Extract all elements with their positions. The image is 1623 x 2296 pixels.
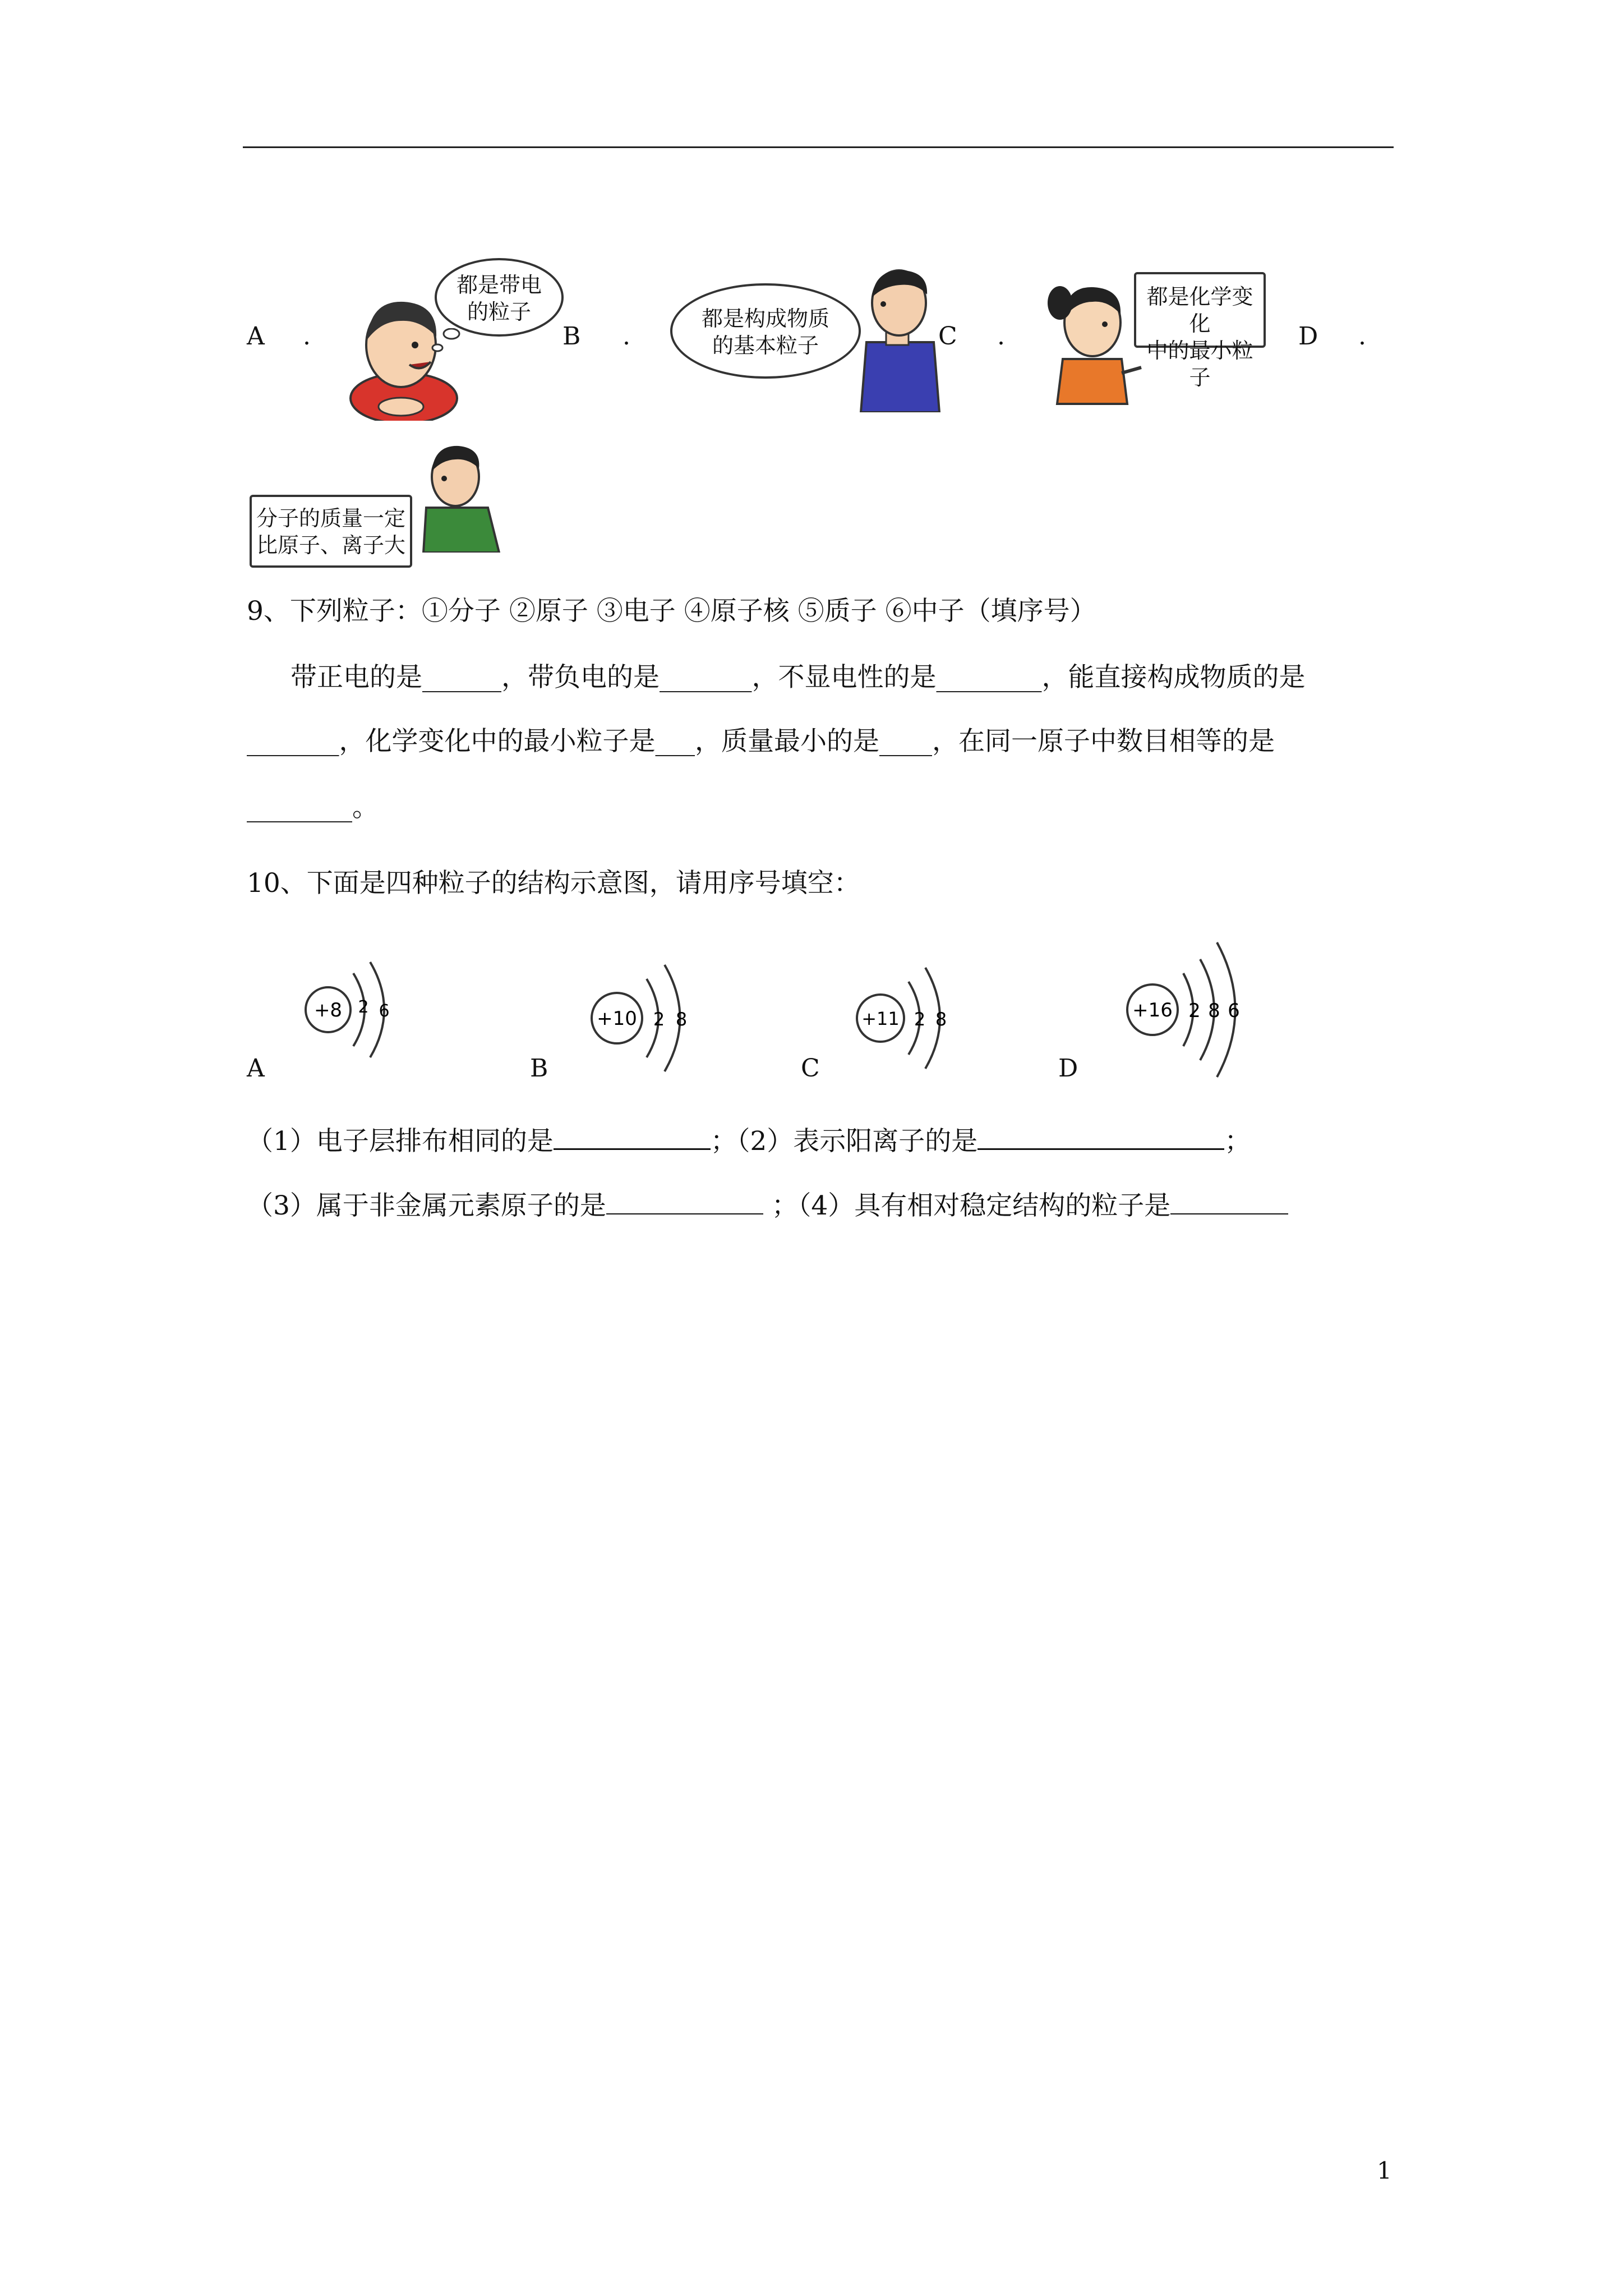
option-c-bubble-line1: 都是化学变化	[1146, 284, 1253, 336]
diagram-b-atom-structure	[586, 948, 698, 1077]
option-b-dot: .	[623, 322, 630, 351]
question-10-title: 10、下面是四种粒子的结构示意图，请用序号填空：	[247, 868, 860, 899]
option-c-dot: .	[997, 322, 1005, 351]
option-d-bubble-line1: 分子的质量一定	[256, 506, 405, 531]
sub4-text: ；（4）具有相对稳定结构的粒子是	[763, 1190, 1171, 1221]
diagram-a-label: A	[247, 1054, 265, 1083]
diagram-b-electrons-shell1: 2	[653, 1009, 665, 1030]
option-d-letter: D	[1298, 322, 1318, 351]
question-10-sub-line2	[247, 1189, 1288, 1223]
question-10-sub-line1	[247, 1125, 1251, 1158]
diagram-b-nucleus: +10	[597, 1007, 637, 1030]
question-9-line3: ________。	[247, 792, 379, 823]
option-a-thought-dots	[426, 328, 465, 356]
diagram-a-atom-structure	[300, 948, 401, 1071]
diagram-c-electrons-shell1: 2	[914, 1009, 926, 1030]
diagram-d-atom-structure	[1119, 934, 1253, 1085]
diagram-a-nucleus: +8	[313, 999, 343, 1022]
option-c-letter: C	[938, 322, 957, 351]
diagram-b-electrons-shell2: 8	[675, 1009, 688, 1030]
option-d-dot: .	[1358, 322, 1366, 351]
diagram-d-nucleus: +16	[1132, 999, 1173, 1022]
option-a-bubble-line2: 的粒子	[467, 300, 531, 324]
sub3-answer-blank[interactable]	[606, 1190, 763, 1214]
diagram-d-label: D	[1058, 1054, 1078, 1083]
sub4-answer-blank[interactable]	[1170, 1190, 1288, 1214]
option-d-cartoon-boy	[415, 440, 505, 553]
option-c-speech-box	[1134, 272, 1266, 390]
diagram-a-electrons-shell2: 6	[379, 1001, 390, 1021]
option-d-bubble-line2: 比原子、离子大	[256, 533, 405, 558]
sub2-end: ；	[1224, 1126, 1251, 1157]
diagram-c-label: C	[801, 1054, 820, 1083]
option-b-speech-bubble	[670, 283, 861, 379]
option-a-bubble-line1: 都是带电	[456, 273, 542, 297]
sub1-text: （1）电子层排布相同的是	[247, 1126, 554, 1157]
option-a-dot: .	[303, 322, 311, 351]
option-d-speech-box	[250, 495, 412, 568]
diagram-c-electrons-shell2: 8	[935, 1009, 947, 1030]
question-9-line1: 带正电的是______，带负电的是_______，不显电性的是________，能直接构成物质的是	[291, 662, 1306, 693]
diagram-c-atom-structure	[852, 954, 959, 1077]
option-a-thought-bubble	[435, 258, 564, 337]
option-a-letter: A	[247, 322, 265, 351]
diagram-c-nucleus: +11	[861, 1008, 900, 1029]
question-9-line2: _______，化学变化中的最小粒子是___，质量最小的是____，在同一原子中数目相等的是	[247, 726, 1275, 757]
page-number: 1	[1377, 2157, 1392, 2184]
diagram-d-electrons-shell2: 8	[1208, 1000, 1220, 1022]
diagram-d-electrons-shell1: 2	[1188, 1000, 1201, 1022]
option-b-letter: B	[562, 322, 581, 351]
option-c-bubble-line2: 中的最小粒子	[1146, 338, 1253, 390]
diagram-a-electrons-shell1: 2	[358, 997, 369, 1017]
option-b-cartoon-man	[855, 264, 945, 412]
sub2-answer-blank[interactable]	[978, 1125, 1224, 1150]
option-b-bubble-line1: 都是构成物质	[701, 306, 829, 331]
diagram-b-label: B	[530, 1054, 548, 1083]
option-c-cartoon-girl	[1043, 269, 1144, 407]
diagram-d-electrons-shell3: 6	[1228, 1000, 1240, 1022]
option-b-bubble-line2: 的基本粒子	[712, 333, 819, 358]
sub3-text: （3）属于非金属元素原子的是	[247, 1190, 606, 1221]
sub2-text: ；（2）表示阳离子的是	[710, 1126, 978, 1157]
sub1-answer-blank[interactable]	[554, 1125, 711, 1150]
header-rule	[243, 146, 1394, 148]
question-9-title: 9、下列粒子：①分子 ②原子 ③电子 ④原子核 ⑤质子 ⑥中子（填序号）	[247, 596, 1096, 627]
